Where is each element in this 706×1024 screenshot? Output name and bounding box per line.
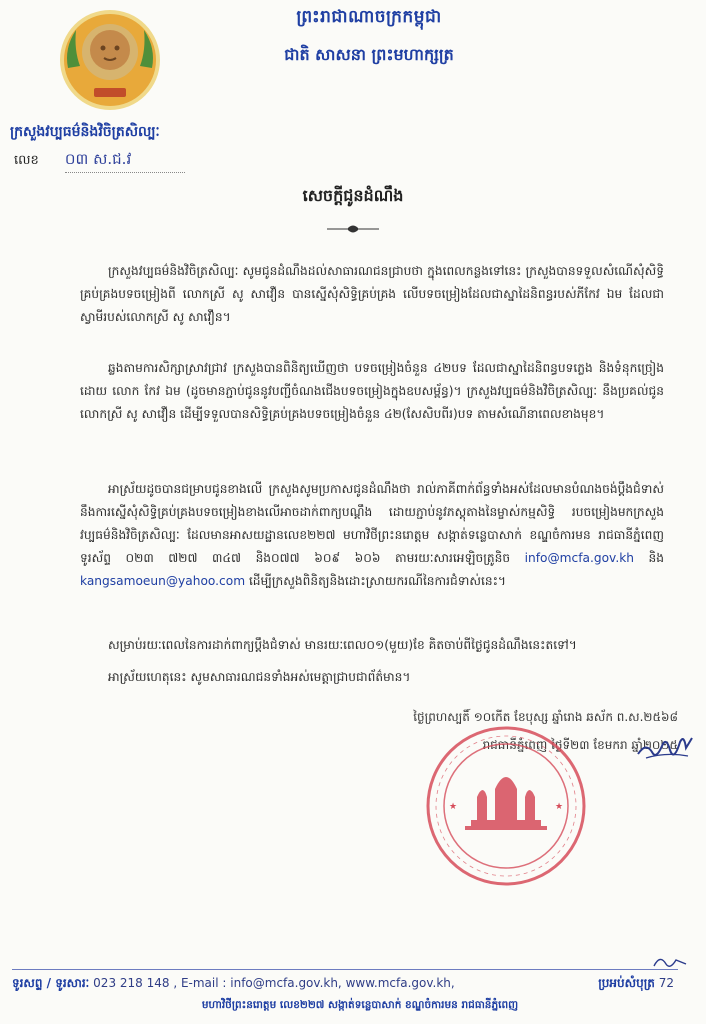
- footer-phone-label: ទូរសព្ទ / ទូរសារៈ: [12, 976, 90, 990]
- svg-text:★: ★: [449, 802, 458, 812]
- footer-box-number: 72: [658, 976, 674, 990]
- ministry-name: ក្រសួងវប្បធម៌និងវិចិត្រសិល្បៈ: [10, 124, 160, 140]
- paragraph-3-text: អាស្រ័យដូចបានជម្រាបជូនខាងលើ ក្រសួងសូមប្រកាសជូនដំណឹងថា រាល់ភាគីពាក់ព័ន្ធទាំងអស់ដែលមានបំណងចង់ប្តឹងជំទាស់នឹងការស្នើសុំសិទ្ធិគ្រប់គ្រងបទចម្រៀងខាងលើអាចដាក់ពាក្យបណ្តឹង ដោយភ្ជាប់នូវភស្តុតាងនៃម្ចាស់កម្មសិទ្ធិ របចម្រៀងមកក្រសួងវប្បធម៌និងវិចិត្រសិល្បៈ ដែលមានអាសយដ្ឋានលេខ២២៧ មហាវិថីព្រះនរោត្តម សង្កាត់ទន្លេបាសាក់ ខណ្ឌចំការមន រាជធានីភ្នំពេញ ទូរស័ព្ទ ០២៣ ៧២៧ ៣៤៧ និង០៧៧ ៦០៩ ៦០៦ តាមរយៈសារអេឡិចត្រូនិច: [80, 482, 664, 565]
- paragraph-1: ក្រសួងវប្បធម៌និងវិចិត្រសិល្បៈ សូមជូនដំណឹងដល់សាធារណជនជ្រាបថា ក្នុងពេលកន្លងទៅនេះ ក្រសួងបានទទួលសំណើសុំសិទ្ធិគ្រប់គ្រងបទចម្រៀងពី លោកស្រី សូ សាវឿន បានស្នើសុំសិទ្ធិគ្រប់គ្រង លើបទចម្រៀងដែលជាស្នាដៃនិពន្ធរបស់ភីកែវ ឯម ដែលជាស្វាមីរបស់លោកស្រី សូ សាវឿន។: [80, 264, 664, 324]
- paragraph-3-ending: ដើម្បីក្រសួងពិនិត្យនិងដោះស្រាយករណីនៃការជំទាស់នេះ។: [248, 574, 506, 588]
- reference-line: [14, 150, 185, 173]
- official-seal: [425, 725, 587, 887]
- footer-box-label: ប្រអប់សំបុត្រ: [598, 976, 655, 990]
- svg-text:★: ★: [555, 802, 564, 812]
- kingdom-heading: ព្រះរាជាណាចក្រកម្ពុជា: [296, 7, 442, 27]
- lunar-date: ថ្ងៃព្រហស្បតិ៍ ១០កើត ខែបុស្ស ឆ្នាំរោង ឆស័ក ព.ស.២៥៦៨: [413, 710, 678, 724]
- footer-contact: [12, 975, 692, 993]
- paragraph-5: អាស្រ័យហេតុនេះ សូមសាធារណជនទាំងអស់មេត្តាជ្រាបជាព័ត៌មាន។: [108, 670, 411, 684]
- footer-initials: [652, 952, 688, 970]
- footer-divider: [12, 969, 678, 970]
- email-link-kangsamoeun[interactable]: kangsamoeun@yahoo.com: [80, 574, 246, 588]
- and-word: និង: [648, 551, 664, 565]
- paragraph-2: ឆ្លងតាមការសិក្សាស្រាវជ្រាវ ក្រសួងបានពិនិត្យឃើញថា បទចម្រៀងចំនួន ៤២បទ ដែលជាស្នាដៃនិពន្ធបទភ្លេង និងទំនុកច្រៀង ដោយ លោក កែវ ឯម (ដូចមានភ្ជាប់ជូននូវបញ្ជីចំណងជើងបទចម្រៀងក្នុងឧបសម្ព័ន្ធ)។ ក្រសួងវប្បធម៌និងវិចិត្រសិល្បៈ នឹងប្រគល់ជូនលោកស្រី សូ សាវឿន ដើម្បីទទួលបានសិទ្ធិគ្រប់គ្រងបទចម្រៀងចំនួន ៤២(សែសិបពីរ)បទ តាមសំណើនាពេលខាងមុខ។: [80, 361, 664, 421]
- footer-address: មហាវិថីព្រះនរោត្តម លេខ២២៧ សង្កាត់ទន្លេបាសាក់ ខណ្ឌចំការមន រាជធានីភ្នំពេញ: [201, 999, 519, 1011]
- email-link-info[interactable]: info@mcfa.gov.kh: [524, 551, 634, 565]
- paragraph-4: សម្រាប់រយៈពេលនៃការដាក់ពាក្យប្តឹងជំទាស់ មានរយៈពេល០១(មួយ)ខែ គិតចាប់ពីថ្ងៃជូនដំណឹងនេះតទៅ។: [108, 638, 577, 652]
- national-motto: ជាតិ សាសនា ព្រះមហាក្សត្រ: [284, 45, 454, 64]
- signature: [636, 732, 696, 766]
- footer-box: [598, 975, 674, 993]
- reference-label: លេខ: [14, 153, 39, 168]
- title-ornament: [325, 222, 381, 236]
- paragraph-3: [80, 478, 664, 593]
- solar-date: រាជធានីភ្នំពេញ ថ្ងៃទី២៣ ខែមករា ឆ្នាំ២០២៥: [482, 738, 678, 752]
- ministry-logo: [58, 8, 162, 112]
- document-title: សេចក្តីជូនដំណឹង: [302, 186, 404, 205]
- footer-phone: 023 218 148 , E-mail : info@mcfa.gov.kh, www.mcfa.gov.kh,: [93, 976, 455, 990]
- reference-number: ០៣ ស.ជ.វ: [65, 150, 185, 173]
